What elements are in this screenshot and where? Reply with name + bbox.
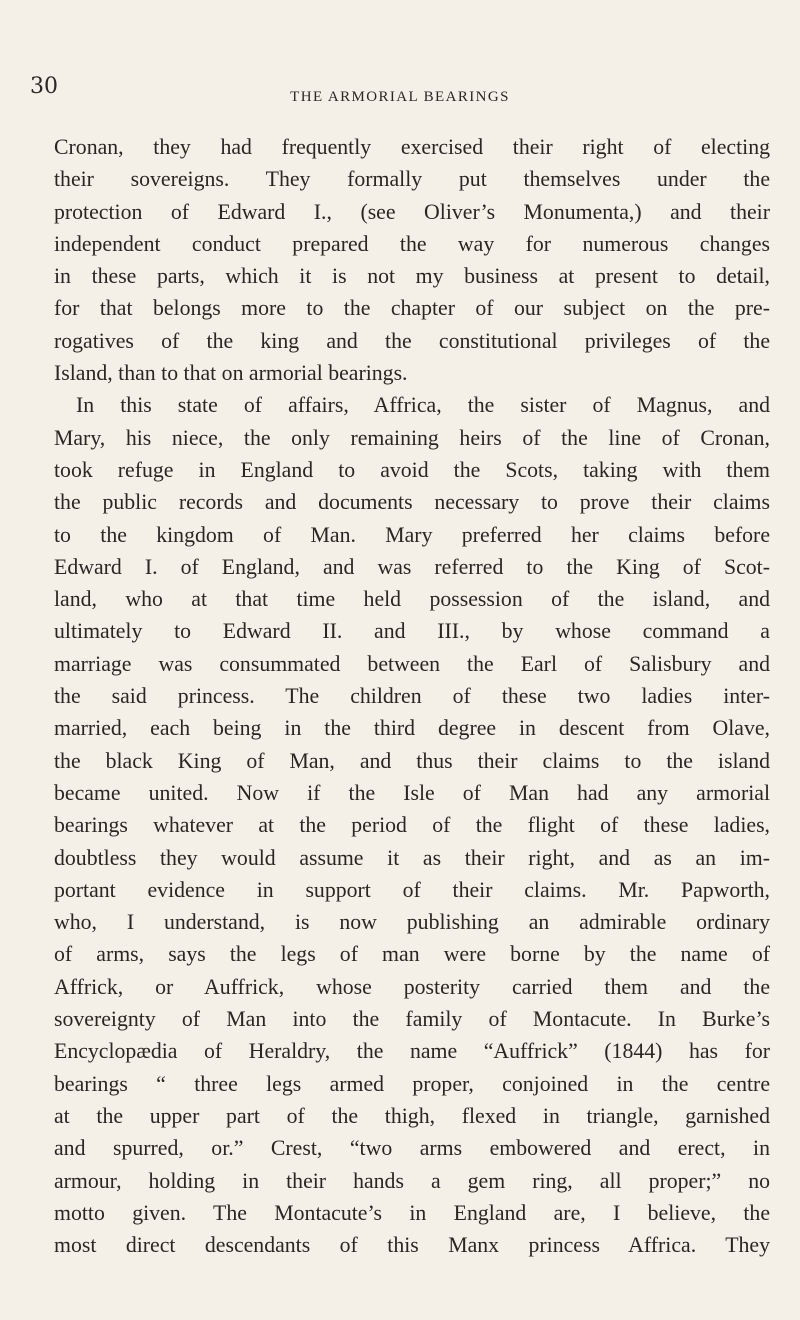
text-line: bearings “ three legs armed proper, conjoined in the centre [54,1071,770,1096]
text-line: rogatives of the king and the constitutional privileges of the [54,328,770,353]
text-line: the black King of Man, and thus their claims to the island [54,748,770,773]
text-line: marriage was consummated between the Earl of Salisbury and [54,651,770,676]
text-line: armour, holding in their hands a gem ring, all proper;” no [54,1168,770,1193]
text-line: the said princess. The children of these two ladies inter- [54,684,770,709]
text-line: bearings whatever at the period of the flight of these ladies, [54,813,770,838]
text-line: Cronan, they had frequently exercised their right of electing [54,135,770,159]
text-line: became united. Now if the Isle of Man had any armorial [54,780,770,805]
text-line: land, who at that time held possession of the island, and [54,587,770,612]
text-line: married, each being in the third degree in descent from Olave, [54,716,770,741]
text-line: protection of Edward I., (see Oliver’s Monumenta,) and their [54,199,770,224]
text-line: who, I understand, is now publishing an admirable ordinary [54,910,770,935]
text-line: Mary, his niece, the only remaining heirs of the line of Cronan, [54,425,770,450]
text-line: took refuge in England to avoid the Scots, taking with them [54,457,770,482]
text-line: Island, than to that on armorial bearings. [54,361,408,386]
text-line: and spurred, or.” Crest, “two arms embowered and erect, in [54,1136,770,1161]
text-line: doubtless they would assume it as their right, and as an im- [54,845,770,870]
text-line: Edward I. of England, and was referred to the King of Scot- [54,554,770,579]
text-line: the public records and documents necessary to prove their claims [54,490,770,515]
text-line: for that belongs more to the chapter of our subject on the pre- [54,296,770,321]
text-line: motto given. The Montacute’s in England are, I believe, the [54,1200,770,1225]
page-number: 30 [30,74,58,99]
text-line: In this state of affairs, Affrica, the sister of Magnus, and [76,393,770,418]
text-line: of arms, says the legs of man were borne by the name of [54,942,770,967]
text-line: portant evidence in support of their claims. Mr. Papworth, [54,877,770,902]
text-line: Encyclopædia of Heraldry, the name “Auffrick” (1844) has for [54,1039,770,1064]
text-line: to the kingdom of Man. Mary preferred her claims before [54,522,770,547]
text-line: Affrick, or Auffrick, whose posterity carried them and the [54,974,770,999]
text-line: at the upper part of the thigh, flexed in triangle, garnished [54,1103,770,1128]
body-text [54,131,770,1261]
text-line: sovereignty of Man into the family of Montacute. In Burke’s [54,1007,770,1032]
text-line: independent conduct prepared the way for numerous changes [54,231,770,256]
text-line: in these parts, which it is not my business at present to detail, [54,264,770,289]
running-head: THE ARMORIAL BEARINGS [290,89,510,105]
text-line: most direct descendants of this Manx princess Affrica. They [54,1233,770,1258]
text-line: their sovereigns. They formally put themselves under the [54,167,770,192]
text-line: ultimately to Edward II. and III., by whose command a [54,619,770,644]
